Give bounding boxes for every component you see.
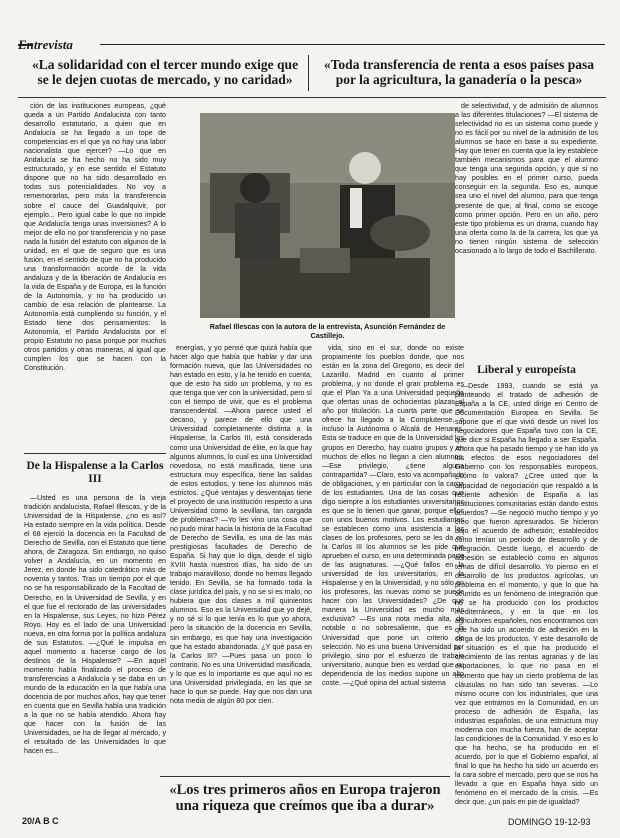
headline-divider bbox=[308, 55, 309, 91]
column-1-top-text: ción de las instituciones europeas, ¿qué queda a un Partido Andalucista con tanto desarrollo estatutario, a quien que en Andalucía se ha llegado a un tope de competencias en el que ya no hay una labor nacionalista que ejercer? —Lo que en Andalucía se ha hecho no ha sido muy estructurado, y en ese sentido el Estatuto dispone que no ha sido desarrollado en todas sus potencialidades. No voy a rememorarlas, pero más la transferencia sobre el cauce del Guadalquivir, por ejemplo... Pero igual cabe lo que no impide que Andalucía tenga unas inversiones? A lo mejor de ello no por transferencia y no pase nada la fusión del estatuto con algunos de la unidad, en el que de seguro que es una fusión, en el sentido de que no ha producido una transformación acorde de la vida andaluza y de la liberación de Andalucía en la vida de España y de Europa, es la función de la Autonomía, y no ha producido un cambio de esa relación de plantearse. La Autonomía está cumpliendo su función, y el Estado tiene dos pensamientos: la Autonomía, el Partido Andalucista por el propio Estatuto no pasa porque por muchos otros partidos y otras maneras, al igual que cumplen los que se hacen con la Constitución. bbox=[24, 102, 166, 373]
interview-photo-image bbox=[200, 113, 455, 318]
page-number: 20/A B C bbox=[22, 816, 59, 826]
column-1-bottom-text: —Usted es una persona de la vieja tradición andalucista, Rafael Illescas, y de la Universidad de la Hispalense, ¿no es así? Ha estado siempre en la vida política. Desde el 68 ejerció la docencia en la Facultad de Derecho de Sevilla, con el Estatuto que tiene ahora, de Zaragoza. Sin embargo, no quiso volver a Andalucía, en un momento en Jerez, en donde ha sido catedrático más de noventa y tantos. Tras un tiempo por el que no se ha responsabilizado de la Facultad de Derecho, en la Universidad de Sevilla, y en el que fue el rectorado de las universidades en la Hispalense, sus Leyes, no hizo Pérez Royo. Hoy es el lado de una Universidad nueva, en otra forma por la política andaluza de sus Estatutos. —¿Qué le impulsa en aquel momento a hacerse cargo de los destinos de la Hispalense? —En aquel momento había finalizado el proceso de transferencias a Andalucía y se daba en un mundo de la educación en la que había una docencia de por muchos años, hay que tener en cuenta que en Sevilla había una tradición a la que no se había atendido. Ahora hay que hacer con la fusión de las Universidades, se ha de llegar al mercado, y el resultado de las Universidades lo que hacen es... bbox=[24, 494, 166, 756]
headline-rule bbox=[18, 97, 606, 98]
section-label: Entrevista bbox=[18, 37, 73, 52]
quote-rule-top bbox=[160, 776, 450, 777]
headline-bottom: «Los tres primeros años en Europa trajeron una riqueza que creímos que iba a durar» bbox=[169, 782, 441, 814]
column-1-bottom bbox=[24, 494, 166, 808]
column-4-bottom-text: —Desde 1993, cuando se está ya planteando el tratado de adhesión de España a la CE, usted dirige en Centro de Documentación Europea en Sevilla. Se supone que el que vivió desde un nivel los negociadores que España tuvo con la CE, que dice si España ha llegado a ser España. Ahora que ha pasado tiempo y se han ido ya los efectos de esos negociadores del Gobierno con los responsables europeos, ¿cómo lo valora? ¿Cree usted que la capacidad de negociación que respaldó a la reciente adhesión de España a las instituciones comunitarias están dando estos acuerdos? —Se negoció mucho tiempo y yo creo que fueron apresurados. Se hicieron bajo el acuerdo de adhesión; establecidos como tenían un período de desarrollo y de integración. Desde luego, el acuerdo de adhesión se estableció como en algunos temas de difícil desarrollo. Yo pienso en el desarrollo de los productos agrícolas, un problema en el momento, y que lo que ha ocurrido es un fenómeno de integración que no se ha producido con los productos mediterráneos, y en la que en los agricultores españoles, nos encontramos con que ha sido un acuerdo de adhesión en la carga de los productos. Y este desarrollo de la situación es el que ha producido el crecimiento de las rentas agrarias y de las exportaciones, lo que no pasa en el momento que hay un cierto problema de las cláusulas no han sido tan severas. —Lo mismo ocurre con los industriales, que una vez que entramos en la Comunidad, en un proceso de adhesión de España, las industrias españolas, de una estructura muy moderna con mucha fuerza, han de aceptar las condiciones de la Comunidad. Y eso es lo que ha hecho, se ha producido en el acuerdo, por lo que el Gobierno español, al final lo que ha hecho ha sido un acuerdo en la cara sobre el mercado, pero que se nos ha llevado a que en España haya sido un fenómeno en el mercado de la crisis. —Es decir que, ¿un país en pie de igualdad? bbox=[455, 382, 598, 807]
interview-photo bbox=[200, 113, 455, 318]
column-3-text: vida, sino en el sur, donde no existe propiamente los pueblos donde, que nos están en la zona del Gregorio, es decir del Lazarillo. Madrid en cuanto al primer problema, y no donde el gran problema es que el Plan Ya a una Universidad pequeña que ofertas unas de ochocientas plazas al año por titulación. La cuarta parte que se ofrece ha llegado a la Complutense, o incluso la Autónoma o Alcalá de Henares. Esta se traduce en que de la Universidad los grupos en Derecho, hay cuatro grupos y en muchos de ellos no llegan a cien alumnos. —Ese privilegio, ¿tiene alguna contrapartida? —Claro, esto va acompañado de obligaciones, y en particular con la carga de los estudiantes. Una de las cosas que digo siempre a los estudiantes universitarios es que se lo tienen que ganar, porque ellos con unos buenos motivos. Los estudiantes se establecen como una asistencia a las clases de los profesores, pero se les da en la Carlos III los alumnos se les pide que aprueben el curso, en una determinada parte de las asignaturas. —¿Qué fallos en la universidad de los universitarios, en la Hispalense y en la Universidad, y no sólo en los profesores, las nuevas como se puede hacer con las Universidades? ¿De qué manera la Universidad es mucho más exclusiva? —Es una nota media alta, de notable o no sobresaliente, que es la Universidad que pone un criterio de selección. No es una buena Universidad por privilegio, sino por el esfuerzo de trabajo universitario, aunque bien es verdad que su dependencia de los medios supone un alto coste. —¿Qué opina del actual sistema bbox=[322, 344, 464, 687]
subhead-col4: Liberal y europeísta bbox=[477, 364, 576, 376]
photo-caption: Rafael Illescas con la autora de la entrevista, Asunción Fernández de Castillejo. bbox=[209, 322, 446, 340]
subhead-col1: De la Hispalense a la Carlos III bbox=[26, 460, 164, 485]
issue-date: DOMINGO 19-12-93 bbox=[508, 817, 591, 827]
column-2-text: energías, y yo pensé que quizá había que hacer algo que había que hablar y dar una formación nueva, que las Universidades no han estado en esto, y la he tenido en cuenta, que de esto ha sido un problema, y no es que tenga que ver con la universidad, pero sí con el tiempo de vivir, que es el problema transcendental. —Ahora parece usted el decano, y parece de ello que una Universidad completamente distinta a la Hispalense, la Carlos III, está considerada como una Universidad de élite, en la que hay algunos alumnos, lo cual es una Universidad novedosa, no está masificada, tiene una estructura muy específica, tiene las salidas de estos estudios, y tiene los alumnos más estrictos. ¿Qué ventajas y desventajas tiene el proyecto de una institución respecto a una Universidad como la sevillana, tan cargada de problemas? —Yo les vino una cosa que no pudo mirar hacia la historia de la Facultad de Derecho de Sevilla, es una de las más prestigiosas facultades de Derecho de España. Si hay que lo diga, desde el siglo XVIII hasta nuestros días, ha sido de un trabajo maravilloso, donde no hemos llegado tenido. En Sevilla, se ha formado toda la clase jurídica del país, y no se si es malo, no hubiera que dos clases a mil quinientos alumnos. Eso es la Universidad que yo dejé, y no sé si lo que tenía es lo que yo ahora, pero la situación de la docencia en Sevilla, sin embargo, es que hay una investigación que ha estado abandonada. ¿Y qué pasa en la Carlos III? —Pues pasa un poco lo contrario. No es una Universidad masificada, y lo que es lo importante es que aquí no es una Universidad privilegiada, en las que se hace lo que se puede. Hay que nos dan una nota media de algún 80 por cien. bbox=[170, 344, 312, 705]
subhead-rule-top bbox=[24, 453, 166, 454]
column-4-bottom bbox=[455, 382, 598, 810]
section-rule bbox=[100, 44, 605, 45]
column-4-top bbox=[455, 102, 598, 357]
headline-right: «Toda transferencia de renta a esos países pasa por la agricultura, la ganadería o la pesca» bbox=[323, 57, 595, 87]
column-4-top-text: de selectividad, y de admisión de alumnos a las diferentes titulaciones? —El sistema de selectividad no es un sistema como puede y no es fácil por su nivel de la admisión de los alumnos se hace en base a su expediente. Hay que tener en cuenta que la ley establece también mecanismos para que el alumno que tenga una segunda opción, y que si no hay posibles en el primer curso, pueda conseguir en la segunda. Eso es, aunque sea uno el nivel del alumno, para que tenga presente de que, al final, como se escoge como primer opción. Pero en un año, pero este tipo problema es un drama, cuando hay una oferta como la de la carrera, los que ya no tienen ningún sistema de selección ocasionado a lo largo de todo el Bachillerato. bbox=[455, 102, 598, 255]
column-2 bbox=[170, 344, 312, 769]
headline-left: «La solidaridad con el tercer mundo exige que se le dejen cuotas de mercado, y no caridad» bbox=[31, 57, 299, 87]
column-3 bbox=[322, 344, 464, 769]
column-1-top bbox=[24, 102, 166, 442]
